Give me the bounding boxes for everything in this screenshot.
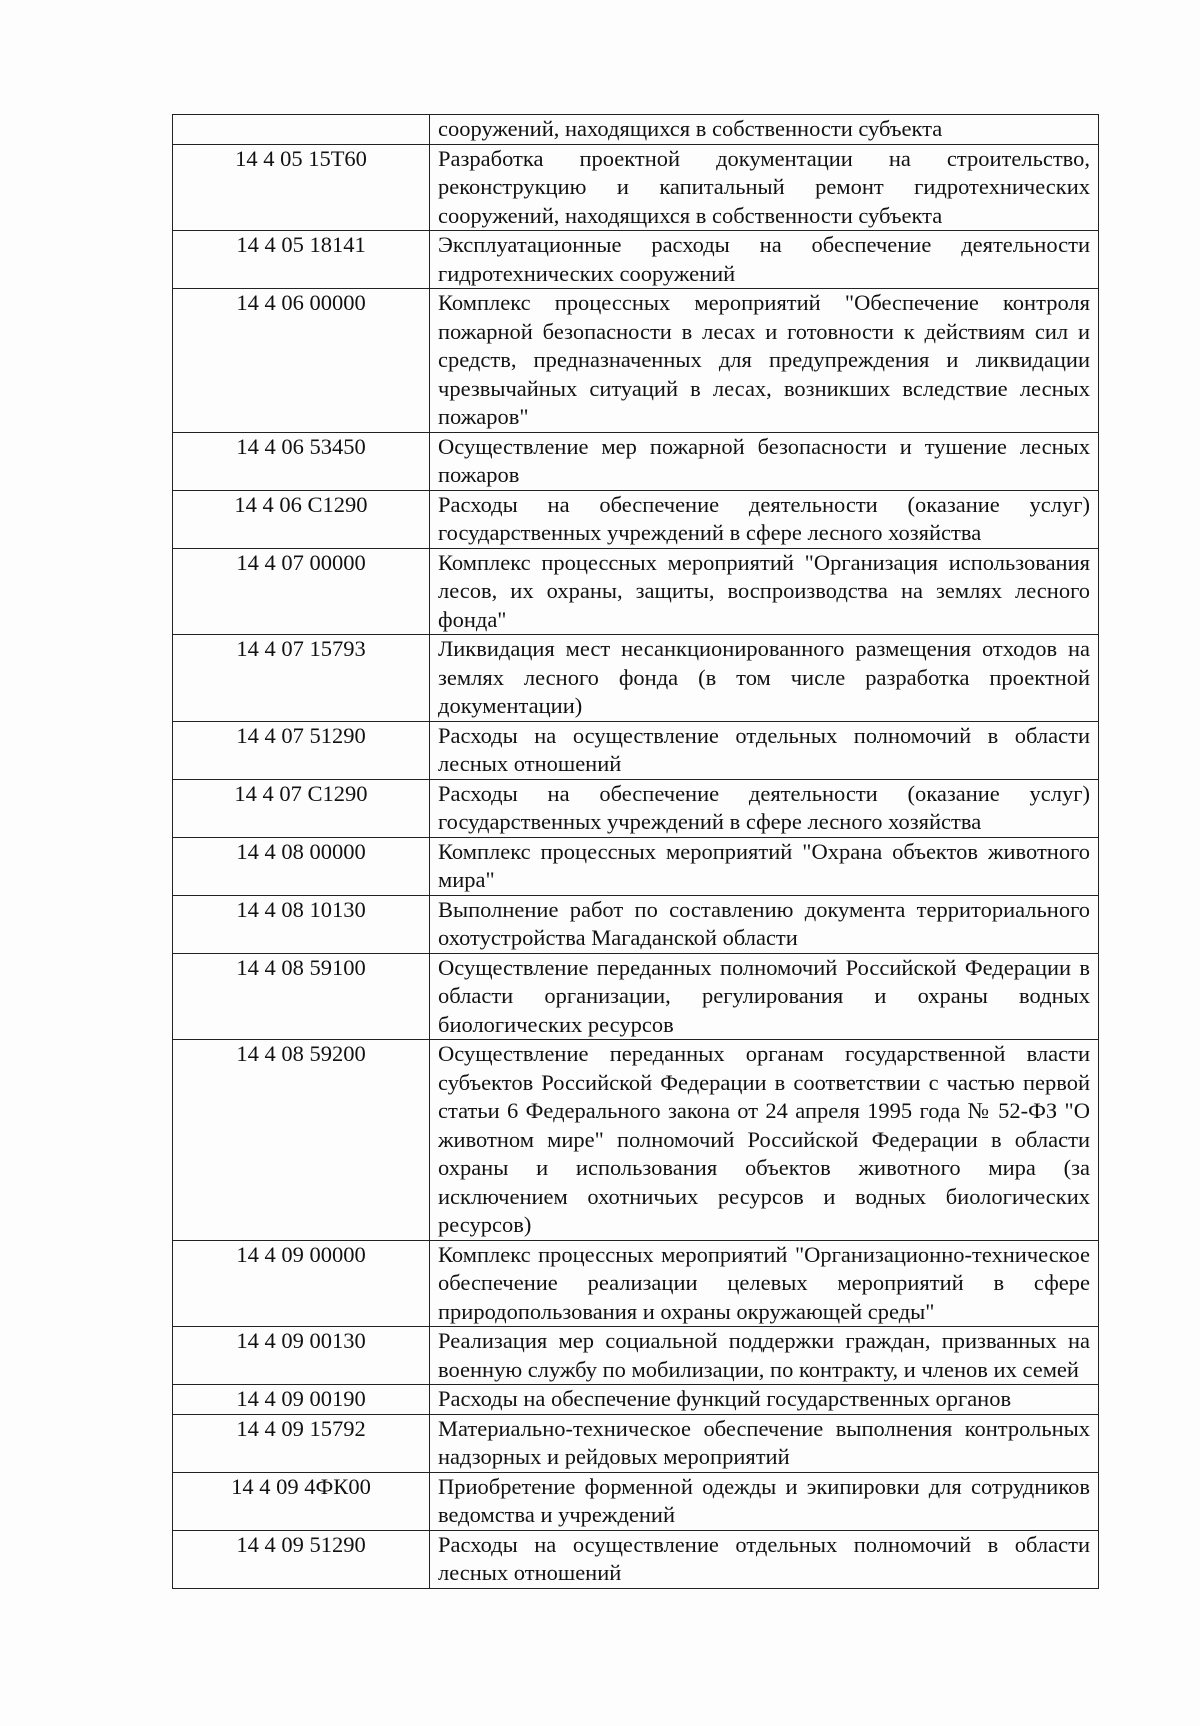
code-cell: 14 4 07 51290 xyxy=(173,721,430,779)
code-cell: 14 4 09 00000 xyxy=(173,1240,430,1327)
table-row xyxy=(173,1472,1099,1530)
code-cell xyxy=(173,115,430,145)
table-row xyxy=(173,635,1099,722)
code-cell: 14 4 09 51290 xyxy=(173,1530,430,1588)
code-cell: 14 4 08 59100 xyxy=(173,953,430,1040)
code-cell: 14 4 05 15Т60 xyxy=(173,144,430,231)
code-cell: 14 4 08 59200 xyxy=(173,1040,430,1241)
description-cell: Ликвидация мест несанкционированного размещения отходов на землях лесного фонда (в том числе разработка проектной документации) xyxy=(430,635,1099,722)
code-cell: 14 4 06 53450 xyxy=(173,432,430,490)
table-row xyxy=(173,548,1099,635)
description-cell: Расходы на обеспечение деятельности (оказание услуг) государственных учреждений в сфере лесного хозяйства xyxy=(430,490,1099,548)
description-cell: Расходы на обеспечение деятельности (оказание услуг) государственных учреждений в сфере лесного хозяйства xyxy=(430,779,1099,837)
description-cell: сооружений, находящихся в собственности субъекта xyxy=(430,115,1099,145)
code-cell: 14 4 09 4ФК00 xyxy=(173,1472,430,1530)
description-cell: Выполнение работ по составлению документа территориального охотустройства Магаданской области xyxy=(430,895,1099,953)
table-row xyxy=(173,895,1099,953)
table-row xyxy=(173,144,1099,231)
table-row xyxy=(173,1040,1099,1241)
table-row xyxy=(173,1385,1099,1415)
table-row xyxy=(173,231,1099,289)
table-row xyxy=(173,1327,1099,1385)
table-row xyxy=(173,490,1099,548)
code-cell: 14 4 06 00000 xyxy=(173,289,430,433)
code-cell: 14 4 07 15793 xyxy=(173,635,430,722)
code-cell: 14 4 07 00000 xyxy=(173,548,430,635)
table-row xyxy=(173,721,1099,779)
description-cell: Комплекс процессных мероприятий "Организационно-техническое обеспечение реализации целевых мероприятий в сфере природопользования и охраны окружающей среды" xyxy=(430,1240,1099,1327)
description-cell: Комплекс процессных мероприятий "Обеспечение контроля пожарной безопасности в лесах и готовности к действиям сил и средств, предназначенных для предупреждения и ликвидации чрезвычайных ситуаций в лесах, возникших вследствие лесных пожаров" xyxy=(430,289,1099,433)
description-cell: Эксплуатационные расходы на обеспечение деятельности гидротехнических сооружений xyxy=(430,231,1099,289)
description-cell: Расходы на обеспечение функций государственных органов xyxy=(430,1385,1099,1415)
code-cell: 14 4 05 18141 xyxy=(173,231,430,289)
table-row xyxy=(173,289,1099,433)
table-row xyxy=(173,1414,1099,1472)
code-cell: 14 4 08 00000 xyxy=(173,837,430,895)
description-cell: Комплекс процессных мероприятий "Охрана объектов животного мира" xyxy=(430,837,1099,895)
table-row xyxy=(173,1240,1099,1327)
code-cell: 14 4 09 00130 xyxy=(173,1327,430,1385)
table-row xyxy=(173,837,1099,895)
description-cell: Разработка проектной документации на строительство, реконструкцию и капитальный ремонт гидротехнических сооружений, находящихся в собственности субъекта xyxy=(430,144,1099,231)
table-row xyxy=(173,432,1099,490)
description-cell: Осуществление переданных органам государственной власти субъектов Российской Федерации в соответствии с частью первой статьи 6 Федерального закона от 24 апреля 1995 года № 52-ФЗ "О животном мире" полномочий Российской Федерации в области охраны и использования объектов животного мира (за исключением охотничьих ресурсов и водных биологических ресурсов) xyxy=(430,1040,1099,1241)
budget-codes-table xyxy=(172,114,1099,1589)
description-cell: Материально-техническое обеспечение выполнения контрольных надзорных и рейдовых мероприятий xyxy=(430,1414,1099,1472)
code-cell: 14 4 06 С1290 xyxy=(173,490,430,548)
description-cell: Осуществление мер пожарной безопасности и тушение лесных пожаров xyxy=(430,432,1099,490)
table-row xyxy=(173,779,1099,837)
code-cell: 14 4 07 С1290 xyxy=(173,779,430,837)
description-cell: Осуществление переданных полномочий Российской Федерации в области организации, регулирования и охраны водных биологических ресурсов xyxy=(430,953,1099,1040)
code-cell: 14 4 09 15792 xyxy=(173,1414,430,1472)
description-cell: Приобретение форменной одежды и экипировки для сотрудников ведомства и учреждений xyxy=(430,1472,1099,1530)
description-cell: Расходы на осуществление отдельных полномочий в области лесных отношений xyxy=(430,1530,1099,1588)
code-cell: 14 4 08 10130 xyxy=(173,895,430,953)
table-row xyxy=(173,115,1099,145)
table-row xyxy=(173,1530,1099,1588)
description-cell: Реализация мер социальной поддержки граждан, призванных на военную службу по мобилизации, по контракту, и членов их семей xyxy=(430,1327,1099,1385)
description-cell: Комплекс процессных мероприятий "Организация использования лесов, их охраны, защиты, воспроизводства на землях лесного фонда" xyxy=(430,548,1099,635)
description-cell: Расходы на осуществление отдельных полномочий в области лесных отношений xyxy=(430,721,1099,779)
table-row xyxy=(173,953,1099,1040)
code-cell: 14 4 09 00190 xyxy=(173,1385,430,1415)
